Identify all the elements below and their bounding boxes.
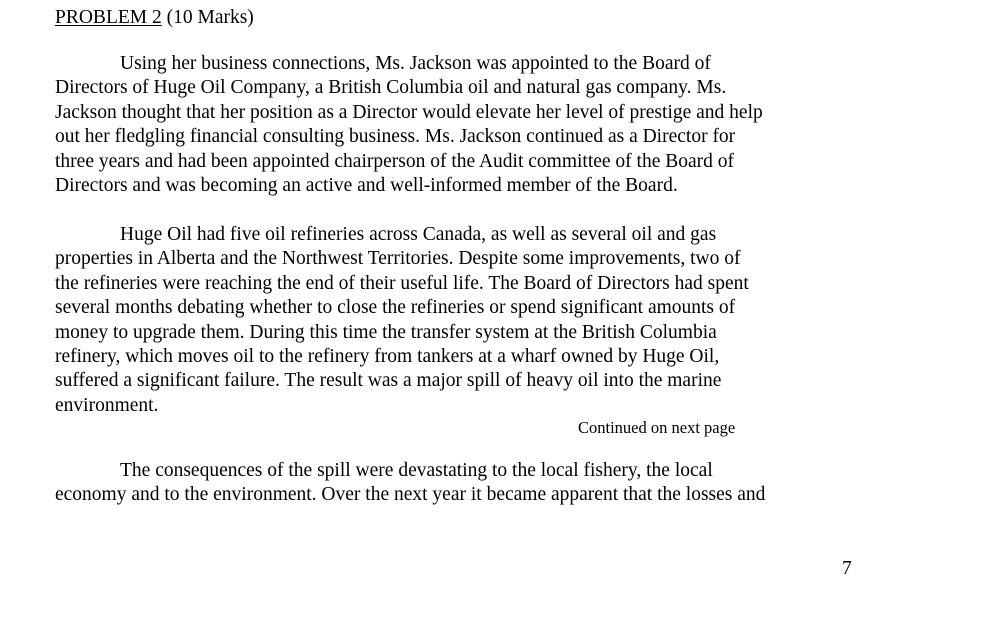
problem-title: PROBLEM 2: [55, 7, 162, 28]
paragraph-line: Jackson thought that her position as a Director would elevate her level of prestige and help: [55, 101, 763, 123]
paragraph-line: three years and had been appointed chairperson of the Audit committee of the Board of: [55, 150, 735, 172]
paragraph-line: Directors and was becoming an active and well-informed member of the Board.: [55, 174, 678, 196]
paragraph-line: the refineries were reaching the end of their useful life. The Board of Directors had spent: [55, 272, 749, 294]
paragraph-line: suffered a significant failure. The result was a major spill of heavy oil into the marine: [55, 370, 722, 392]
paragraph-line: environment.: [55, 394, 159, 416]
paragraph-line: The consequences of the spill were devastating to the local fishery, the local: [120, 460, 713, 481]
continued-note: Continued on next page: [578, 418, 736, 437]
paragraph-line: Using her business connections, Ms. Jackson was appointed to the Board of: [120, 53, 711, 74]
paragraph-line: refinery, which moves oil to the refinery from tankers at a wharf owned by Huge Oil,: [55, 345, 720, 367]
paragraph-line: money to upgrade them. During this time the transfer system at the British Columbia: [55, 321, 717, 343]
page-number: 7: [842, 558, 852, 579]
problem-marks: (10 Marks): [161, 7, 254, 28]
paragraph-line: Directors of Huge Oil Company, a British Columbia oil and natural gas company. Ms.: [55, 77, 727, 99]
paragraph-3: [55, 459, 765, 508]
problem-heading: [55, 6, 254, 30]
paragraph-line: properties in Alberta and the Northwest Territories. Despite some improvements, two of: [55, 248, 741, 270]
paragraph-1: [55, 52, 763, 198]
paragraph-line: economy and to the environment. Over the next year it became apparent that the losses and: [55, 484, 766, 506]
paragraph-line: several months debating whether to close the refineries or spend significant amounts of: [55, 297, 736, 319]
paragraph-line: out her fledgling financial consulting business. Ms. Jackson continued as a Director for: [55, 126, 736, 148]
paragraph-line: Huge Oil had five oil refineries across Canada, as well as several oil and gas: [120, 224, 717, 245]
paragraph-2: [55, 223, 749, 418]
